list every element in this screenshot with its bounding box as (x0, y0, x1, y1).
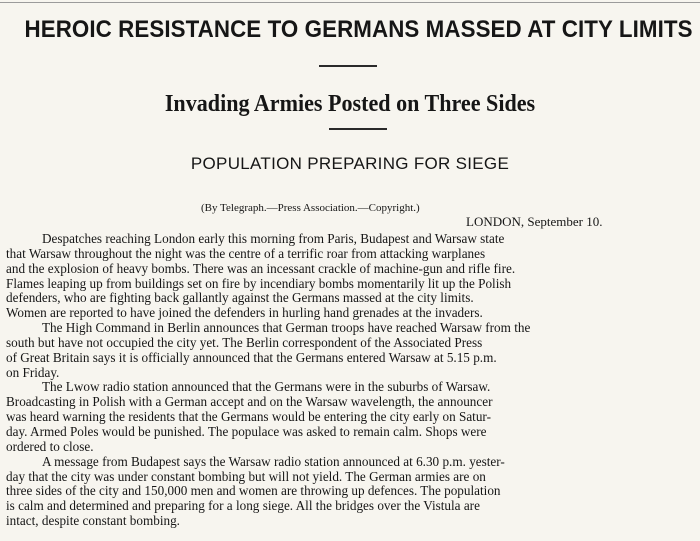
article-line: defenders, who are fighting back gallantly against the Germans massed at the city limits. (6, 290, 474, 306)
main-headline: HEROIC RESISTANCE TO GERMANS MASSED AT CITY LIMITS (24, 16, 693, 43)
byline: (By Telegraph.—Press Association.—Copyright.) (201, 202, 420, 214)
article-line: Women are reported to have joined the defenders in hurling hand grenades at the invaders. (6, 305, 483, 321)
article-line: Despatches reaching London early this morning from Paris, Budapest and Warsaw state (42, 231, 505, 246)
article-line: south but have not occupied the city yet. The Berlin correspondent of the Associated Press (6, 334, 483, 350)
article-line: that Warsaw throughout the night was the centre of a terrific roar from attacking warplanes (6, 245, 486, 261)
article-line: on Friday. (6, 364, 60, 380)
article-line: The Lwow radio station announced that the Germans were in the suburbs of Warsaw. (42, 379, 491, 395)
article-line: The High Command in Berlin announces that German troops have reached Warsaw from the (42, 320, 531, 336)
article-line: was heard warning the residents that the Germans would be entering the city early on Satur- (6, 409, 491, 425)
article-body (6, 232, 664, 529)
article-line: three sides of the city and 150,000 men and women are throwing up defences. The population (6, 483, 501, 499)
article-line: of Great Britain says it is officially announced that the Germans entered Warsaw at 5.15 p.m. (6, 349, 497, 365)
article-line: ordered to close. (6, 438, 94, 454)
headline-divider-1 (319, 65, 377, 67)
secondary-subheadline: POPULATION PREPARING FOR SIEGE (190, 154, 510, 173)
article-line: A message from Budapest says the Warsaw radio station announced at 6.30 p.m. yester- (42, 453, 505, 469)
article-line: day. Armed Poles would be punished. The populace was asked to remain calm. Shops were (6, 423, 487, 439)
article-line: and the explosion of heavy bombs. There was an incessant crackle of machine-gun and rifle fire. (6, 260, 516, 276)
dateline: LONDON, September 10. (466, 214, 603, 229)
article-line: Broadcasting in Polish with a German accept and on the Warsaw wavelength, the announcer (6, 394, 493, 410)
headline-divider-2 (329, 128, 387, 130)
top-border-rule (0, 2, 700, 3)
article-line: intact, despite constant bombing. (6, 513, 180, 529)
article-line: Flames leaping up from buildings set on fire by incendiary bombs momentarily lit up the Polish (6, 275, 512, 291)
article-line: is calm and determined and preparing for a long siege. All the bridges over the Vistula are (6, 498, 480, 514)
subheadline: Invading Armies Posted on Three Sides (164, 91, 536, 117)
article-line: day that the city was under constant bombing but will not yield. The German armies are on (6, 468, 486, 484)
